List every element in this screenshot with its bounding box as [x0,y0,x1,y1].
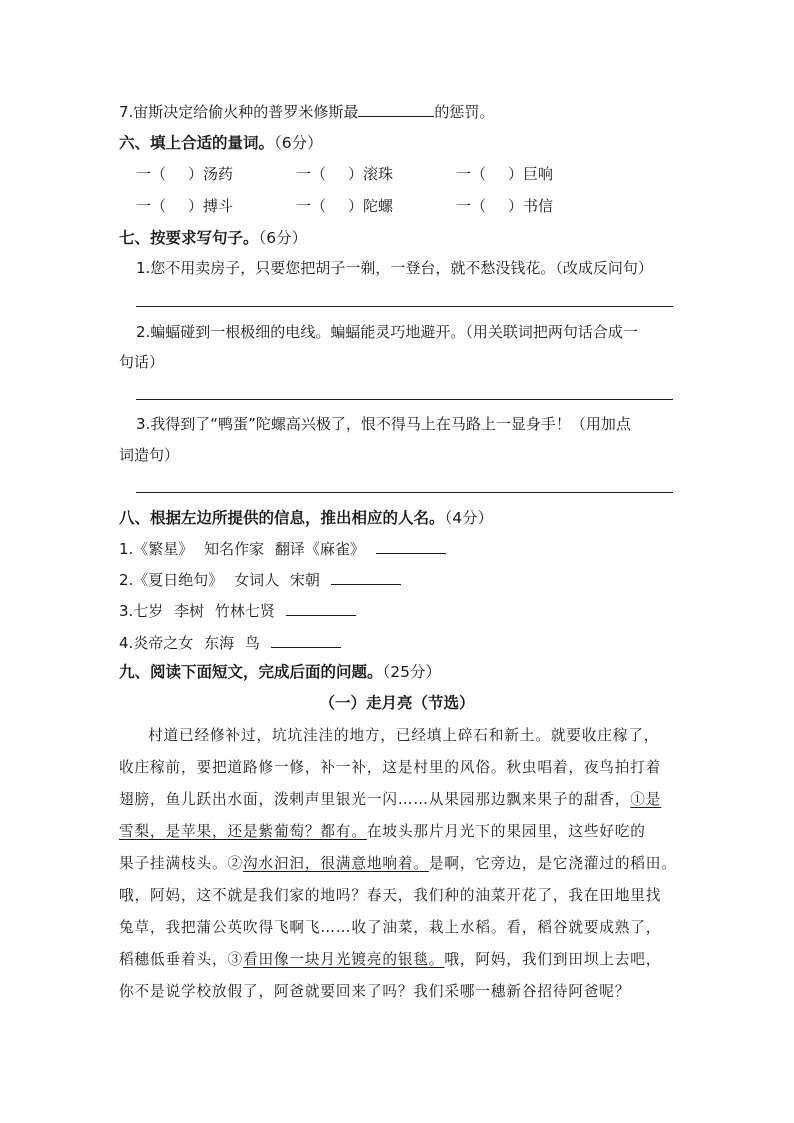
measure-word-item [136,164,233,184]
measure-suffix: ）搏斗 [188,197,234,215]
section-6-heading [119,133,323,153]
passage-text: 兔草，我把蒲公英吹得飞啊飞……收了油菜，栽上水稻。看，稻谷就要成熟了， [119,919,662,936]
measure-word-item [296,164,393,184]
section-9-title: 九、阅读下面短文，完成后面的问题。 [119,663,383,681]
answer-blank[interactable] [271,632,341,648]
measure-word-item [456,164,553,184]
passage-line [119,950,661,970]
clue-text: 1.《繁星》 知名作家 翻译《麻雀》 [119,540,365,558]
name-clue-1 [119,538,446,559]
passage-line [148,726,659,746]
passage-text: 村道已经修补过，坑坑洼洼的地方，已经填上碎石和新土。就要收庄稼了， [148,727,660,744]
passage-text: 翅膀，鱼儿跃出水面，泼剌声里银光一闪……从果园那边飘来果子的甜香， [119,791,631,808]
underlined-sentence: ①是 [630,791,662,808]
passage-text: 果子挂满枝头。② [119,855,243,872]
answer-blank[interactable] [286,600,356,616]
name-clue-3 [119,600,356,621]
clue-text: 2.《夏日绝句》 女词人 宋朝 [119,571,320,589]
section-8-heading [119,508,493,528]
section-7-points: （6分） [258,229,308,247]
passage-text: 哦，阿妈，这不就是我们家的地吗？春天，我们种的油菜开花了，我在田地里找 [119,887,662,904]
sentence-task-3: 3.我得到了“鸭蛋”陀螺高兴极了，恨不得马上在马路上一显身手！（用加点 [136,415,631,433]
passage-line [119,854,677,874]
sentence-task-3-cont: 词造句） [119,446,180,464]
passage-text: 稻穗低垂着头，③ [119,951,243,968]
passage-line [119,758,661,778]
section-8-title: 八、根据左边所提供的信息，推出相应的人名。 [119,509,445,527]
measure-prefix: 一（ [136,197,167,215]
measure-suffix: ）陀螺 [348,197,394,215]
section-6-points: （6分） [274,134,323,152]
measure-prefix: 一（ [296,165,327,183]
passage-text: 在坡头那片月光下的果园里，这些好吃的 [366,823,646,840]
answer-line[interactable] [136,306,673,307]
passage-text: 收庄稼前，要把道路修一修，补一补，这是村里的风俗。秋虫唱着，夜鸟拍打着 [119,759,662,776]
measure-word-item [296,196,393,216]
measure-prefix: 一（ [136,165,167,183]
passage-line [119,790,661,810]
underlined-sentence: 雪梨，是苹果，还是紫葡萄？都有。 [119,823,367,840]
name-clue-2 [119,569,401,590]
answer-blank[interactable] [358,101,434,117]
answer-line[interactable] [136,399,673,400]
clue-text: 3.七岁 李树 竹林七贤 [119,602,275,620]
measure-prefix: 一（ [456,165,487,183]
sentence-task-1: 1.您不用卖房子，只要您把胡子一剃，一登台，就不愁没钱花。（改成反问句） [136,259,653,277]
underlined-sentence: 看田像一块月光镀亮的银毯。 [242,951,445,968]
sentence-task-2: 2.蝙蝠碰到一根极细的电线。蝙蝠能灵巧地避开。（用关联词把两句话合成一 [136,323,638,341]
section-9-heading [119,662,441,682]
answer-line[interactable] [136,492,673,493]
underlined-sentence: 沟水汩汩，很满意地响着。 [242,855,429,872]
section-8-points: （4分） [444,509,494,527]
sentence-task-2-cont: 句话） [119,353,165,371]
question-7-text: 7.宙斯决定给偷火种的普罗米修斯最 [119,103,359,121]
passage-text: 是啊，它旁边，是它浇灌过的稻田。 [428,855,677,872]
measure-prefix: 一（ [296,197,327,215]
measure-word-item [456,196,553,216]
measure-prefix: 一（ [456,197,487,215]
measure-suffix: ）滚珠 [348,165,394,183]
passage-text: 哦，阿妈，我们到田坝上去吧， [444,951,662,968]
passage-line [119,918,661,938]
answer-blank[interactable] [331,569,401,585]
passage-line [119,982,630,1002]
passage-text: 你不是说学校放假了，阿爸就要回来了吗？我们采哪一穗新谷招待阿爸呢？ [119,983,631,1000]
answer-blank[interactable] [376,538,446,554]
passage-line [119,886,661,906]
passage-title: （一）走月亮（节选） [319,694,475,712]
measure-word-item [136,196,233,216]
section-7-heading [119,228,307,248]
question-7-tail: 的惩罚。 [434,103,495,121]
section-7-title: 七、按要求写句子。 [119,229,259,247]
question-7 [119,101,494,122]
measure-suffix: ）书信 [508,197,554,215]
passage-line [119,822,646,842]
section-6-title: 六、填上合适的量词。 [119,134,275,152]
clue-text: 4.炎帝之女 东海 鸟 [119,634,260,652]
section-9-points: （25分） [382,663,441,681]
name-clue-4 [119,632,341,653]
measure-suffix: ）巨响 [508,165,554,183]
measure-suffix: ）汤药 [188,165,234,183]
